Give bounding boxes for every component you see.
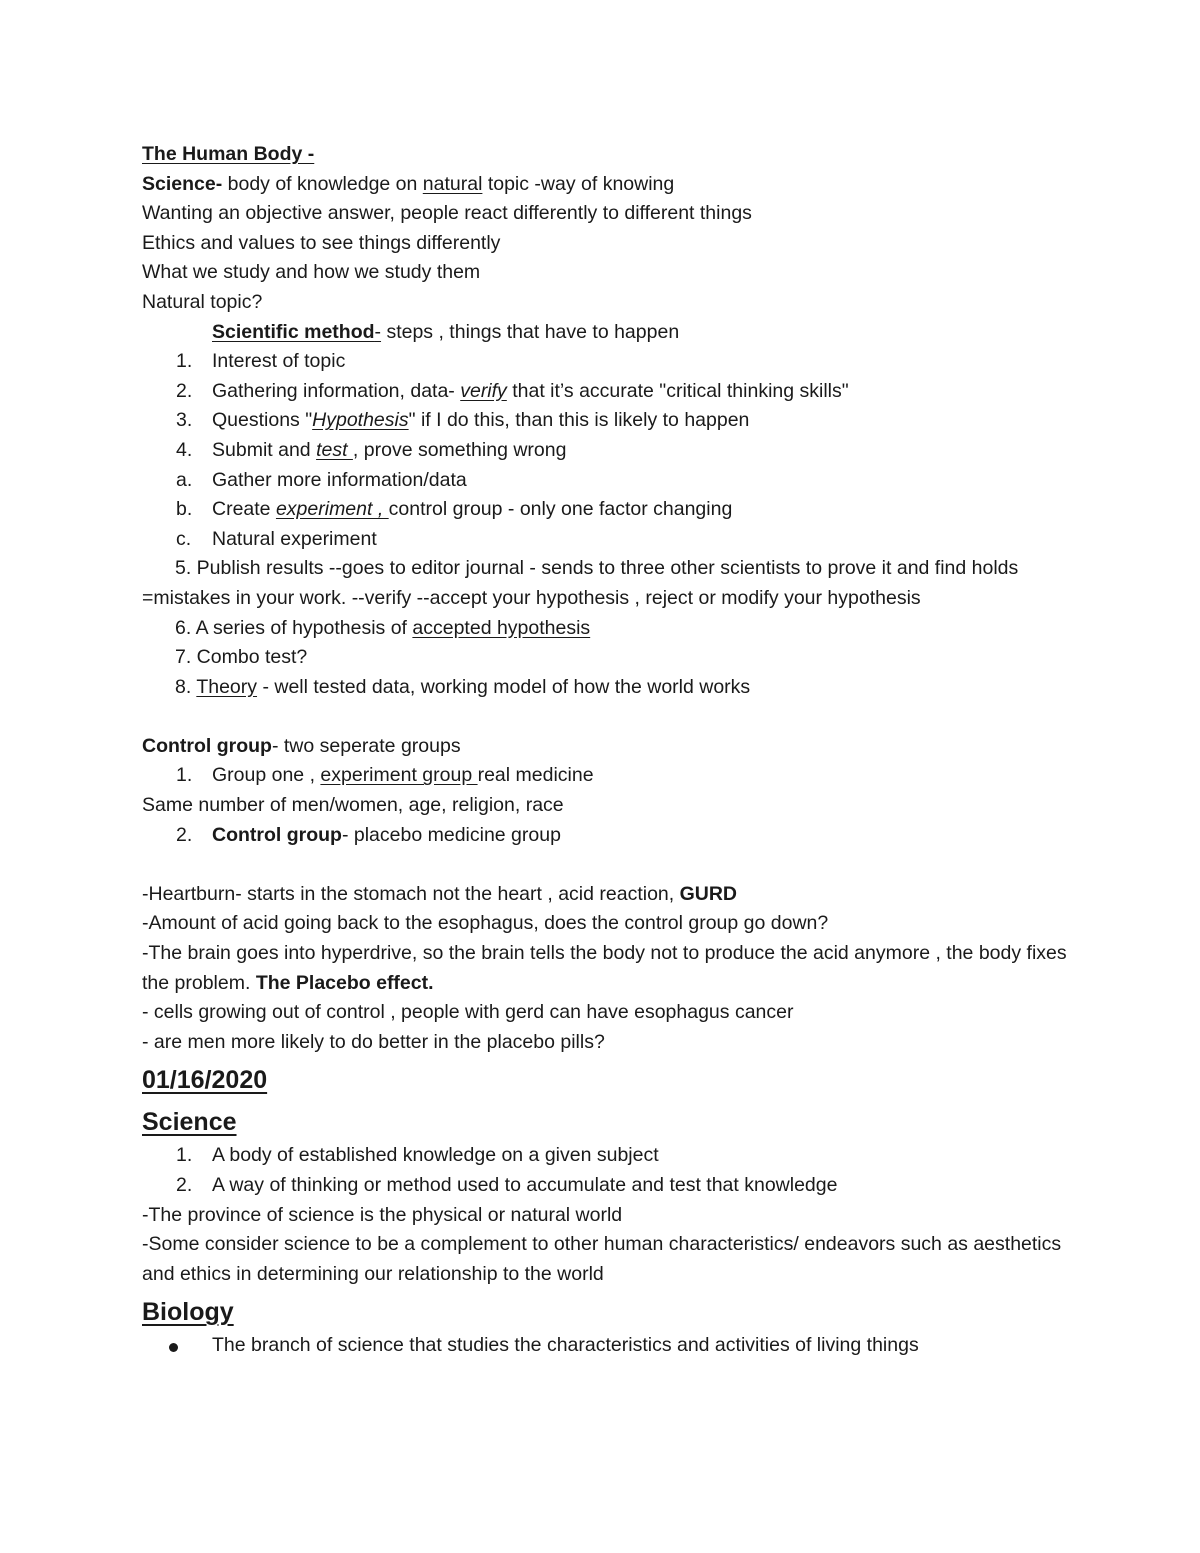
science-heading: Science (142, 1108, 237, 1137)
science-term: Science- (142, 172, 223, 195)
underlined-text: accepted hypothesis (412, 616, 591, 639)
note-line (142, 880, 1072, 910)
scientific-method-heading (142, 318, 1072, 348)
text: -Heartburn- starts in the stomach not the heart , acid reaction, (142, 882, 680, 905)
note-line: Same number of men/women, age, religion, race (142, 794, 564, 817)
underlined-text: experiment group (320, 764, 478, 787)
list-item (142, 761, 1072, 791)
control-group-term: Control group (142, 734, 272, 757)
text: body of knowledge on (222, 172, 423, 195)
document-body (142, 140, 1072, 1361)
list-number: 1. (176, 350, 193, 373)
bullet-item (142, 1331, 1072, 1361)
text: topic -way of knowing (482, 172, 675, 195)
text: Gather more information/data (212, 468, 467, 491)
underlined-text: Theory (196, 675, 258, 698)
list-item (142, 1141, 1072, 1171)
note-line: Ethics and values to see things differently (142, 231, 501, 254)
bold-text: GURD (679, 882, 738, 905)
text: - placebo medicine group (341, 823, 561, 846)
text: 6. A series of hypothesis of (175, 616, 413, 639)
text: " if I do this, than this is likely to happen (408, 409, 750, 432)
note-line (142, 939, 1072, 998)
bold-text: The Placebo effect. (255, 971, 434, 994)
step-6 (142, 614, 1072, 644)
text: Group one , (212, 764, 321, 787)
emphasis: experiment , (275, 498, 389, 521)
list-item (142, 821, 1072, 851)
text: Create (212, 498, 276, 521)
text: A body of established knowledge on a given subject (212, 1144, 659, 1167)
list-number: 1. (176, 764, 193, 787)
list-number: a. (176, 468, 193, 491)
text: - two seperate groups (271, 734, 461, 757)
date-heading: 01/16/2020 (142, 1066, 268, 1095)
text: , prove something wrong (352, 438, 567, 461)
list-number: c. (176, 527, 192, 550)
text: Submit and (212, 438, 317, 461)
bold-text: Control group (212, 823, 342, 846)
list-item (142, 525, 1072, 555)
page-title: The Human Body - (142, 143, 315, 165)
note-line: - cells growing out of control , people with gerd can have esophagus cancer (142, 1001, 794, 1024)
list-number: 3. (176, 409, 193, 432)
note-line: Wanting an objective answer, people react differently to different things (142, 202, 752, 225)
emphasis: verify (460, 379, 507, 402)
natural-underlined: natural (422, 172, 483, 195)
step-7: 7. Combo test? (175, 646, 308, 669)
emphasis: Hypothesis (312, 409, 409, 432)
list-item (142, 495, 1072, 525)
spacer (142, 850, 1072, 880)
text: control group - only one factor changing (388, 498, 733, 521)
science-definition (142, 170, 1072, 200)
scientific-method-term: Scientific method (212, 320, 375, 343)
list-number: 4. (176, 438, 193, 461)
list-item (142, 347, 1072, 377)
step-5-paragraph: 5. Publish results --goes to editor journal - sends to three other scientists to prove it and find holds =mistakes in your work. --verify --accept your hypothesis , reject or modify your hypothesis (142, 557, 1019, 609)
note-line: - are men more likely to do better in the placebo pills? (142, 1030, 605, 1053)
biology-heading: Biology (142, 1298, 234, 1327)
text: Interest of topic (212, 350, 346, 373)
note-line: -The province of science is the physical or natural world (142, 1203, 623, 1226)
text: that it’s accurate "critical thinking skills" (506, 379, 849, 402)
list-item (142, 436, 1072, 466)
note-line: -Some consider science to be a complement to other human characteristics/ endeavors such as aesthetics and ethics in determining our relationship to the world (142, 1233, 1062, 1285)
control-group-heading (142, 732, 1072, 762)
emphasis: test (316, 438, 353, 461)
text: 8. (175, 675, 197, 698)
step-8 (142, 673, 1072, 703)
spacer (142, 702, 1072, 732)
text: - (374, 320, 382, 343)
list-number: 2. (176, 1174, 193, 1196)
list-item (142, 406, 1072, 436)
text: A way of thinking or method used to accumulate and test that knowledge (212, 1174, 838, 1196)
text: The branch of science that studies the characteristics and activities of living things (212, 1334, 919, 1357)
note-line: Natural topic? (142, 290, 263, 313)
list-number: 1. (176, 1144, 193, 1167)
text: -The brain goes into hyperdrive, so the brain tells the body not to produce the acid anymore , the body fixes the problem. (142, 942, 1067, 994)
text: Gathering information, data- (212, 379, 461, 402)
note-line: What we study and how we study them (142, 261, 481, 284)
list-item (142, 1171, 1072, 1201)
note-line: -Amount of acid going back to the esophagus, does the control group go down? (142, 912, 829, 935)
list-number: 2. (176, 379, 193, 402)
list-item (142, 466, 1072, 496)
bullet-icon (169, 1343, 178, 1352)
text: Natural experiment (212, 527, 377, 550)
text: - well tested data, working model of how the world works (257, 675, 751, 698)
list-number: 2. (176, 823, 193, 846)
list-number: b. (176, 498, 193, 521)
text: Questions " (212, 409, 313, 432)
text: steps , things that have to happen (381, 320, 680, 343)
list-item (142, 377, 1072, 407)
text: real medicine (477, 764, 594, 787)
